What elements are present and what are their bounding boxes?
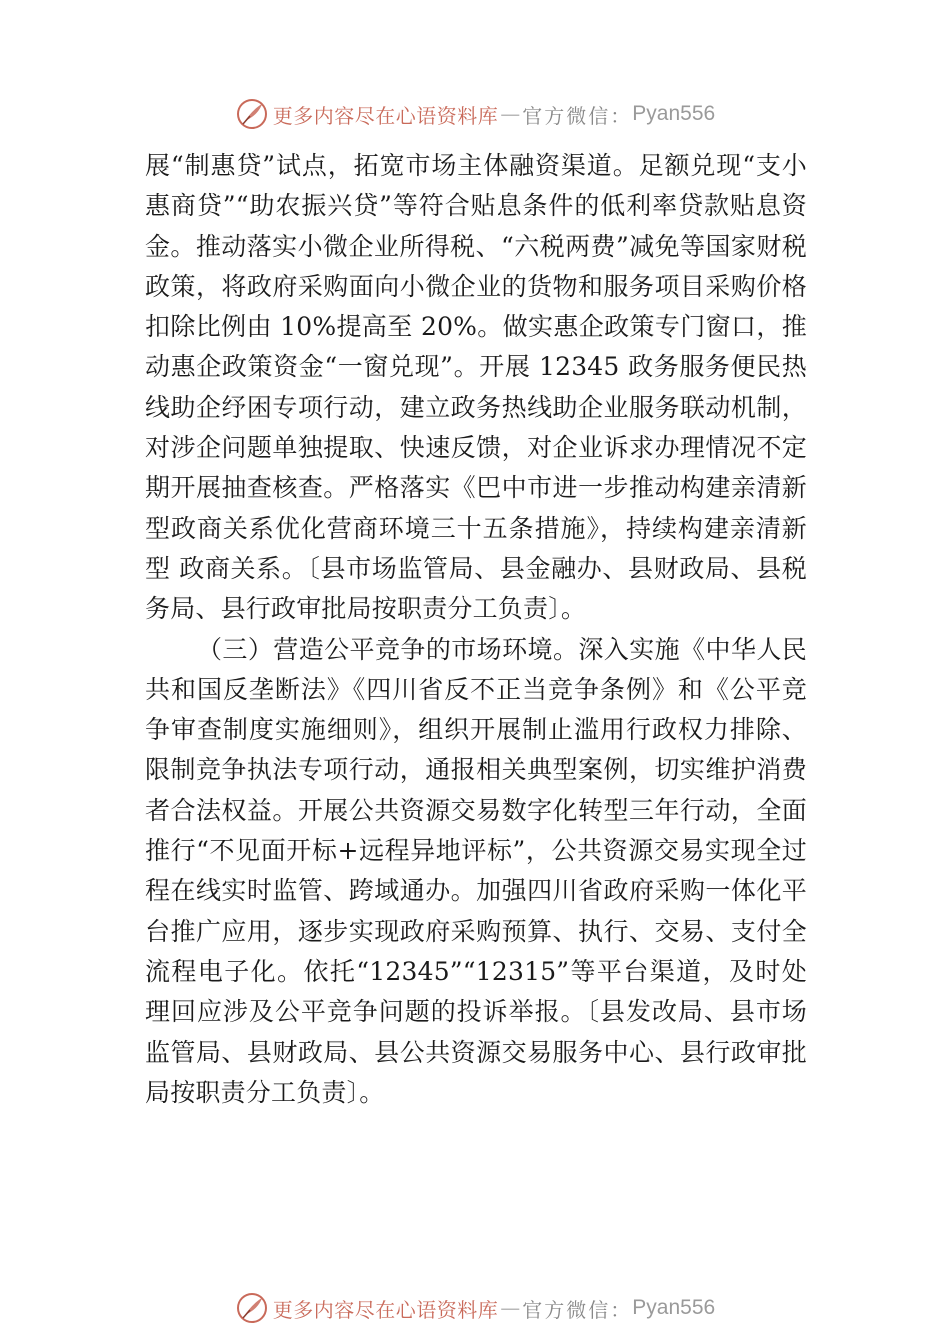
watermark-separator: —: [500, 1296, 521, 1320]
footer-watermark: [0, 1288, 950, 1328]
watermark-main-text: 更多内容尽在心语资料库: [272, 1297, 499, 1322]
document-body: [145, 146, 807, 1113]
paragraph-fair-competition: （三）营造公平竞争的市场环境。深入实施《中华人民共和国反垄断法》《四川省反不正当竞争条例》和《公平竞争审查制度实施细则》，组织开展制止滥用行政权力排除、限制竞争执法专项行动，通报相关典型案例，切实维护消费者合法权益。开展公共资源交易数字化转型三年行动，全面推行“不见面开标+远程异地评标”，公共资源交易实现全过程在线实时监管、跨域通办。加强四川省政府采购一体化平台推广应用，逐步实现政府采购预算、执行、交易、支付全流程电子化。依托“12345”“12315”等平台渠道，及时处理回应涉及公平竞争问题的投诉举报。〔县发改局、县市场监管局、县财政局、县公共资源交易服务中心、县行政审批局按职责分工负责〕。: [145, 634, 807, 1107]
watermark-wechat-id: Pyan556: [632, 102, 716, 125]
watermark-wechat-label: 官方微信：: [522, 1297, 633, 1322]
watermark-main-text: 更多内容尽在心语资料库: [272, 103, 499, 128]
feather-pen-logo-icon: [235, 97, 269, 131]
paragraph-policy-finance: 展“制惠贷”试点，拓宽市场主体融资渠道。足额兑现“支小惠商贷”“助农振兴贷”等符合贴息条件的低利率贷款贴息资金。推动落实小微企业所得税、“六税两费”减免等国家财税政策，将政府采购面向小微企业的货物和服务项目采购价格扣除比例由 10%提高至 20%。做实惠企政策专门窗口，推动惠企政策资金“一窗兑现”。开展 12345 政务服务便民热线助企纾困专项行动，建立政务热线助企业服务联动机制，对涉企问题单独提取、快速反馈，对企业诉求办理情况不定期开展抽查核查。严格落实《巴中市进一步推动构建亲清新型政商关系优化营商环境三十五条措施》，持续构建亲清新型 政商关系。〔县市场监管局、县金融办、县财政局、县税务局、县行政审批局按职责分工负责〕。: [145, 151, 807, 624]
watermark-wechat-label: 官方微信：: [522, 103, 633, 128]
watermark-wechat-id: Pyan556: [632, 1296, 716, 1319]
header-watermark: [0, 94, 950, 134]
feather-pen-logo-icon: [235, 1291, 269, 1325]
watermark-separator: —: [500, 102, 521, 126]
